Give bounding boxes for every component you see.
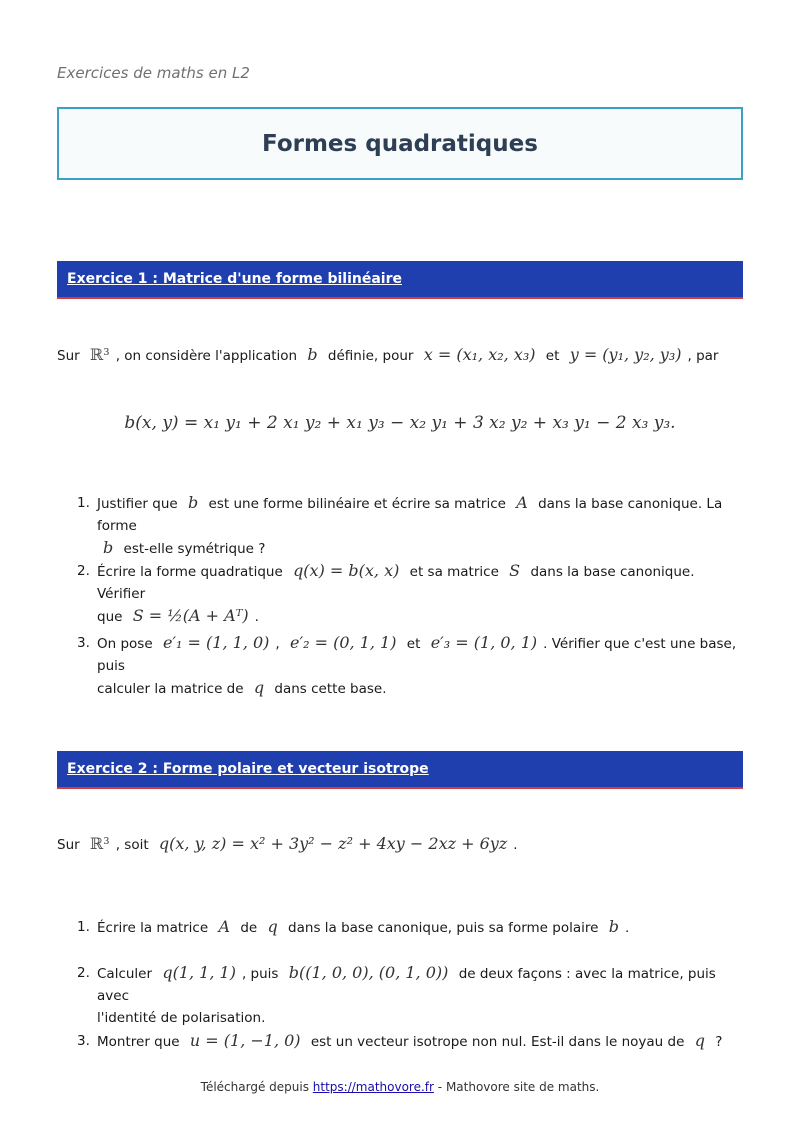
math-q-111: q(1, 1, 1) — [162, 963, 236, 982]
question-text: est-elle symétrique ? — [123, 541, 266, 557]
question-text: et — [406, 636, 421, 652]
math-b: b — [307, 345, 318, 364]
exercise-1-header — [57, 261, 743, 299]
math-q: q — [694, 1031, 705, 1050]
math-S: S — [509, 561, 521, 580]
math-y-def: y = (y₁, y₂, y₃) — [569, 345, 682, 364]
math-q-formula: q(x, y, z) = x² + 3y² − z² + 4xy − 2xz + 6yz — [158, 834, 508, 853]
question-text: , puis — [241, 966, 279, 982]
exercise-1-intro — [57, 345, 718, 364]
question-text: . — [254, 609, 259, 625]
exercise-2-title: Exercice 2 : Forme polaire et vecteur isotrope — [67, 761, 429, 777]
footer-link[interactable]: https://mathovore.fr — [312, 1080, 434, 1094]
intro-text: , par — [687, 348, 719, 364]
question-text: de deux façons : avec la matrice, puis avec — [97, 966, 716, 1004]
math-set: ℝ³ — [89, 834, 110, 853]
exercise-2-question-2 — [77, 962, 743, 1029]
question-text: Calculer — [97, 966, 153, 982]
math-u: u = (1, −1, 0) — [189, 1031, 301, 1050]
math-A: A — [218, 917, 231, 936]
question-text: l'identité de polarisation. — [97, 1010, 266, 1026]
title-box — [57, 107, 743, 180]
question-text: Écrire la matrice — [97, 920, 209, 936]
question-text: . Vérifier que c'est une base, puis — [97, 636, 737, 674]
intro-text: , soit — [115, 837, 149, 853]
question-text: Montrer que — [97, 1034, 180, 1050]
math-x-def: x = (x₁, x₂, x₃) — [423, 345, 536, 364]
exercise-2-header — [57, 751, 743, 789]
question-text: dans cette base. — [274, 681, 387, 697]
math-b-e1-e2: b((1, 0, 0), (0, 1, 0)) — [288, 963, 449, 982]
math-q-def: q(x) = b(x, x) — [293, 561, 400, 580]
intro-text: , on considère l'application — [115, 348, 298, 364]
intro-text: définie, pour — [327, 348, 414, 364]
question-text: que — [97, 609, 123, 625]
exercise-2-intro — [57, 834, 518, 853]
exercise-1-title: Exercice 1 : Matrice d'une forme bilinéaire — [67, 271, 402, 287]
question-text: calculer la matrice de — [97, 681, 244, 697]
question-text: . — [624, 920, 630, 936]
exercise-1-question-3 — [77, 632, 743, 700]
list-number: 3. — [77, 1033, 90, 1049]
header-note: Exercices de maths en L2 — [57, 64, 250, 82]
question-text: , — [275, 636, 280, 652]
list-number: 1. — [77, 919, 90, 935]
math-set: ℝ³ — [89, 345, 110, 364]
math-q: q — [253, 678, 265, 697]
list-number: 3. — [77, 635, 90, 651]
intro-text: et — [545, 348, 560, 364]
exercise-2-question-1 — [77, 916, 743, 939]
footer-suffix: - Mathovore site de maths. — [437, 1080, 600, 1094]
list-number: 1. — [77, 495, 90, 511]
intro-text: Sur — [57, 837, 80, 853]
list-number: 2. — [77, 965, 90, 981]
question-text: de — [240, 920, 258, 936]
bilinear-form-formula — [57, 413, 743, 433]
question-text: dans la base canonique. La forme — [97, 496, 723, 534]
intro-text: . — [513, 837, 518, 853]
math-A: A — [516, 493, 528, 512]
exercise-2-question-3 — [77, 1030, 743, 1053]
question-text: Justifier que — [97, 496, 178, 512]
exercise-1-question-1 — [77, 492, 743, 560]
question-text: dans la base canonique, puis sa forme polaire — [288, 920, 599, 936]
question-text: On pose — [97, 636, 153, 652]
question-text: et sa matrice — [409, 564, 499, 580]
math-b: b — [188, 493, 199, 512]
question-text: dans la base canonique. Vérifier — [97, 564, 695, 602]
intro-text: Sur — [57, 348, 80, 364]
question-text: ? — [715, 1034, 723, 1050]
question-text: est un vecteur isotrope non nul. Est-il dans le noyau de — [310, 1034, 685, 1050]
exercise-1-question-2 — [77, 560, 743, 628]
math-e1: e′₁ = (1, 1, 0) — [162, 633, 270, 652]
math-e3: e′₃ = (1, 0, 1) — [430, 633, 538, 652]
footer-prefix: Téléchargé depuis — [200, 1080, 309, 1094]
formula-b: b(x, y) = x₁ y₁ + 2 x₁ y₂ + x₁ y₃ − x₂ y₁ + 3 x₂ y₂ + x₃ y₁ − 2 x₃ y₃. — [124, 413, 676, 433]
footer — [0, 1080, 800, 1094]
page-title: Formes quadratiques — [262, 130, 538, 157]
page — [57, 0, 743, 1132]
math-b: b — [103, 538, 114, 557]
question-text: Écrire la forme quadratique — [97, 564, 283, 580]
math-b: b — [608, 917, 619, 936]
math-q: q — [267, 917, 278, 936]
list-number: 2. — [77, 563, 90, 579]
math-e2: e′₂ = (0, 1, 1) — [290, 633, 397, 652]
math-S-formula: S = ½(A + Aᵀ) — [132, 606, 249, 625]
question-text: est une forme bilinéaire et écrire sa matrice — [208, 496, 506, 512]
